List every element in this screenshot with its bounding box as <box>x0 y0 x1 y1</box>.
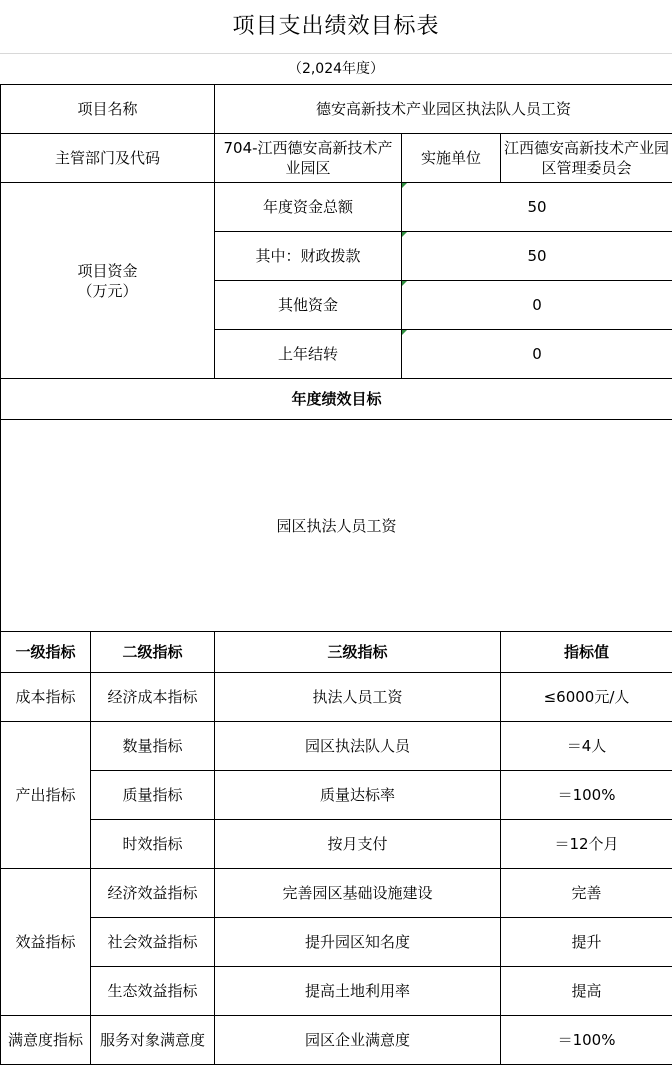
funds-unit: （万元） <box>3 281 212 301</box>
table-row <box>1 673 672 722</box>
header-level3: 三级指标 <box>215 632 501 673</box>
level3-cell: 按月支付 <box>215 820 501 869</box>
performance-table <box>0 84 672 1065</box>
level1-benefit: 效益指标 <box>1 869 91 1016</box>
level3-cell: 园区企业满意度 <box>215 1016 501 1065</box>
fund-item-label: 年度资金总额 <box>215 183 402 232</box>
level2-cell: 生态效益指标 <box>91 967 215 1016</box>
header-level2: 二级指标 <box>91 632 215 673</box>
value-cell: ＝100% <box>501 771 672 820</box>
table-row <box>1 134 672 183</box>
fund-item-label: 其中：财政拨款 <box>215 232 402 281</box>
fund-item-value: 50 <box>402 232 672 281</box>
level2-cell: 数量指标 <box>91 722 215 771</box>
project-name-label: 项目名称 <box>1 85 215 134</box>
value-cell: ＝4人 <box>501 722 672 771</box>
fund-item-value: 0 <box>402 281 672 330</box>
table-row <box>1 820 672 869</box>
impl-label: 实施单位 <box>402 134 501 183</box>
value-cell: ≤6000元/人 <box>501 673 672 722</box>
value-cell: ＝100% <box>501 1016 672 1065</box>
header-level1: 一级指标 <box>1 632 91 673</box>
level3-cell: 完善园区基础设施建设 <box>215 869 501 918</box>
table-row <box>1 918 672 967</box>
value-cell: 完善 <box>501 869 672 918</box>
level2-cell: 经济成本指标 <box>91 673 215 722</box>
dept-label: 主管部门及代码 <box>1 134 215 183</box>
table-row <box>1 632 672 673</box>
level2-cell: 经济效益指标 <box>91 869 215 918</box>
level3-cell: 园区执法队人员 <box>215 722 501 771</box>
fiscal-year: （2,024年度） <box>0 53 672 84</box>
impl-value: 江西德安高新技术产业园区管理委员会 <box>501 134 672 183</box>
table-row <box>1 420 672 632</box>
value-cell: 提高 <box>501 967 672 1016</box>
level1-cost: 成本指标 <box>1 673 91 722</box>
level2-cell: 时效指标 <box>91 820 215 869</box>
level1-output: 产出指标 <box>1 722 91 869</box>
level1-satisfaction: 满意度指标 <box>1 1016 91 1065</box>
fund-item-label: 其他资金 <box>215 281 402 330</box>
page-title: 项目支出绩效目标表 <box>0 0 672 53</box>
funds-label: 项目资金 <box>3 261 212 281</box>
value-cell: 提升 <box>501 918 672 967</box>
level3-cell: 提升园区知名度 <box>215 918 501 967</box>
goal-header: 年度绩效目标 <box>1 379 672 420</box>
goal-text: 园区执法人员工资 <box>1 420 672 632</box>
fund-item-label: 上年结转 <box>215 330 402 379</box>
dept-value: 704-江西德安高新技术产业园区 <box>215 134 402 183</box>
table-row <box>1 1016 672 1065</box>
project-name-value: 德安高新技术产业园区执法队人员工资 <box>215 85 672 134</box>
fund-item-value: 0 <box>402 330 672 379</box>
fund-item-value: 50 <box>402 183 672 232</box>
table-row <box>1 967 672 1016</box>
funds-label-cell <box>1 183 215 379</box>
table-row <box>1 869 672 918</box>
table-row <box>1 183 672 232</box>
table-row <box>1 379 672 420</box>
table-row <box>1 85 672 134</box>
level3-cell: 执法人员工资 <box>215 673 501 722</box>
header-value: 指标值 <box>501 632 672 673</box>
value-cell: ＝12个月 <box>501 820 672 869</box>
level3-cell: 提高土地利用率 <box>215 967 501 1016</box>
table-row <box>1 722 672 771</box>
level2-cell: 服务对象满意度 <box>91 1016 215 1065</box>
level3-cell: 质量达标率 <box>215 771 501 820</box>
table-row <box>1 771 672 820</box>
level2-cell: 质量指标 <box>91 771 215 820</box>
level2-cell: 社会效益指标 <box>91 918 215 967</box>
